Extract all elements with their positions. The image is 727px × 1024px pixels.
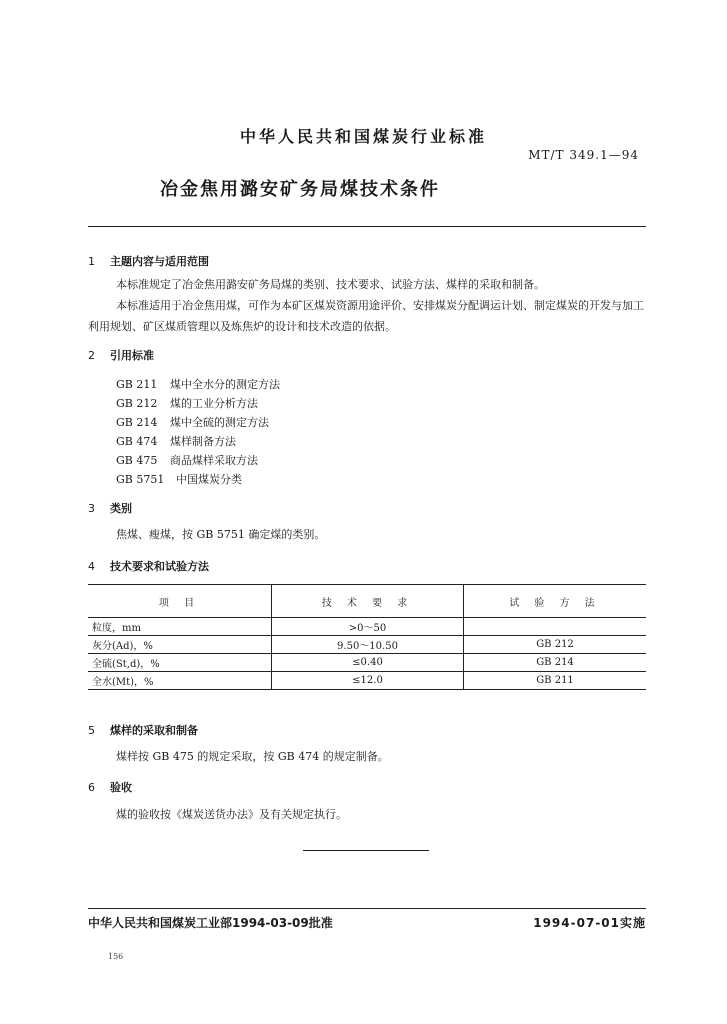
section-6-paragraph: 煤的验收按《煤炭送货办法》及有关规定执行。 — [116, 808, 347, 821]
section-5-heading — [88, 722, 198, 738]
column-header-requirement: 技 术 要 求 — [272, 585, 464, 618]
section-number: 3 — [88, 502, 95, 515]
section-title: 技术要求和试验方法 — [110, 560, 209, 573]
section-1-paragraph-1: 本标准规定了冶金焦用潞安矿务局煤的类别、技术要求、试验方法、煤样的采取和制备。 — [116, 278, 545, 291]
reference-code: GB 212 — [116, 397, 158, 410]
technical-requirements-table — [88, 584, 646, 690]
section-number: 2 — [88, 349, 95, 362]
end-rule — [303, 850, 429, 851]
cell-item: 全硫(St,d)，% — [88, 654, 272, 672]
reference-item — [116, 433, 236, 449]
reference-item — [116, 414, 269, 430]
reference-name: 煤样制备方法 — [170, 435, 236, 448]
cell-item: 全水(Mt)，% — [88, 672, 272, 690]
section-title: 主题内容与适用范围 — [110, 255, 209, 268]
reference-item — [116, 395, 258, 411]
reference-code: GB 474 — [116, 435, 158, 448]
table-header-row — [88, 585, 646, 618]
section-title: 类别 — [110, 502, 132, 515]
cell-method — [464, 618, 647, 636]
top-rule — [88, 226, 646, 227]
section-number: 4 — [88, 560, 95, 573]
cell-method: GB 214 — [464, 654, 647, 672]
section-4-heading — [88, 558, 209, 574]
reference-name: 中国煤炭分类 — [176, 473, 242, 486]
footer-rule — [88, 908, 646, 909]
issuing-organization: 中华人民共和国煤炭行业标准 — [239, 127, 487, 146]
cell-requirement: ≤12.0 — [272, 672, 464, 690]
section-number: 6 — [88, 781, 95, 794]
reference-name: 煤中全硫的测定方法 — [170, 416, 269, 429]
table-row — [88, 618, 646, 636]
cell-item: 粒度，mm — [88, 618, 272, 636]
section-5-paragraph: 煤样按 GB 475 的规定采取，按 GB 474 的规定制备。 — [116, 750, 389, 763]
reference-code: GB 5751 — [116, 473, 165, 486]
table-row — [88, 654, 646, 672]
page-number: 156 — [108, 952, 124, 961]
section-6-heading — [88, 779, 132, 795]
reference-code: GB 214 — [116, 416, 158, 429]
column-header-item: 项 目 — [88, 585, 272, 618]
reference-code: GB 475 — [116, 454, 158, 467]
section-3-heading — [88, 500, 132, 516]
reference-name: 煤中全水分的测定方法 — [170, 378, 280, 391]
cell-requirement: >0～50 — [272, 618, 464, 636]
approval-note: 中华人民共和国煤炭工业部1994-03-09批准 — [88, 916, 333, 930]
reference-item — [116, 452, 258, 468]
section-1-paragraph-2: 本标准适用于冶金焦用煤，可作为本矿区煤炭资源用途评价、安排煤炭分配调运计划、制定煤炭的开发与加工利用规划、矿区煤质管理以及炼焦炉的设计和技术改造的依据。 — [88, 299, 644, 333]
section-number: 5 — [88, 724, 95, 737]
document-title: 冶金焦用潞安矿务局煤技术条件 — [160, 179, 440, 200]
cell-requirement: ≤0.40 — [272, 654, 464, 672]
table-row — [88, 636, 646, 654]
cell-method: GB 212 — [464, 636, 647, 654]
cell-item: 灰分(Ad)，% — [88, 636, 272, 654]
reference-item — [116, 471, 242, 487]
section-title: 引用标准 — [110, 349, 154, 362]
column-header-method: 试 验 方 法 — [464, 585, 647, 618]
section-number: 1 — [88, 255, 95, 268]
section-3-paragraph: 焦煤、瘦煤，按 GB 5751 确定煤的类别。 — [116, 528, 326, 541]
section-title: 煤样的采取和制备 — [110, 724, 198, 737]
cell-method: GB 211 — [464, 672, 647, 690]
standard-number: MT/T 349.1—94 — [528, 148, 639, 162]
section-title: 验收 — [110, 781, 132, 794]
section-2-heading — [88, 347, 154, 363]
cell-requirement: 9.50～10.50 — [272, 636, 464, 654]
table-row — [88, 672, 646, 690]
reference-item — [116, 376, 280, 392]
reference-code: GB 211 — [116, 378, 158, 391]
reference-name: 煤的工业分析方法 — [170, 397, 258, 410]
reference-name: 商品煤样采取方法 — [170, 454, 258, 467]
effective-date: 1994-07-01实施 — [533, 916, 646, 930]
section-1-heading — [88, 253, 209, 269]
